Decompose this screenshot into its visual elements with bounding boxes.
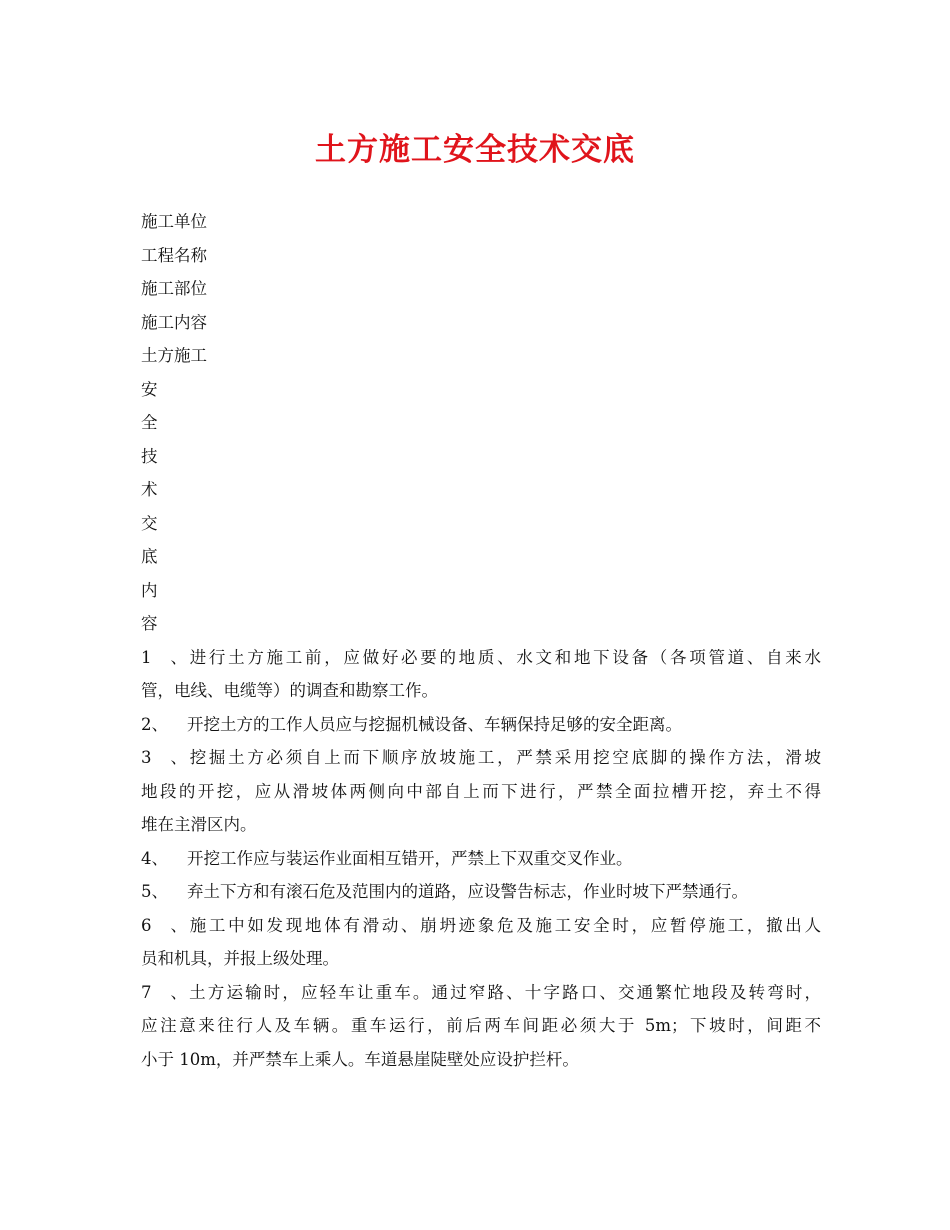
item-text: 进行土方施工前，应做好必要的地质、水文和地下设备（各项管道、自来水 [187, 647, 821, 667]
field-earthwork: 土方施工 [141, 346, 207, 365]
item-text: 施工中如发现地体有滑动、崩坍迹象危及施工安全时，应暂停施工，撤出人 [187, 915, 821, 935]
item-text: 堆在主滑区内。 [141, 815, 257, 834]
item-line [141, 842, 821, 876]
item-text: 土方运输时，应轻车让重车。通过窄路、十字路口、交通繁忙地段及转弯时， [187, 982, 821, 1002]
item-line [141, 875, 821, 909]
vertical-label-char: 技 [141, 446, 158, 466]
vertical-label-char: 交 [141, 513, 158, 533]
vertical-label-char: 内 [141, 580, 158, 600]
vertical-label-char: 安 [141, 379, 158, 399]
field-construction-part: 施工部位 [141, 279, 207, 298]
item-line [141, 741, 821, 775]
document-body [141, 205, 821, 1076]
safety-item-3 [141, 741, 821, 842]
safety-item-7 [141, 976, 821, 1077]
field-construction-content: 施工内容 [141, 312, 207, 332]
item-text: 开挖工作应与装运作业面相互错开，严禁上下双重交叉作业。 [187, 848, 633, 868]
safety-item-2 [141, 708, 821, 742]
item-number: 3、 [141, 748, 187, 767]
item-text: 开挖土方的工作人员应与挖掘机械设备、车辆保持足够的安全距离。 [187, 714, 682, 734]
safety-item-1 [141, 641, 821, 708]
safety-item-6 [141, 909, 821, 976]
vertical-label-char: 术 [141, 480, 158, 499]
vertical-label-char: 容 [141, 614, 158, 633]
item-text: 弃土下方和有滚石危及范围内的道路，应设警告标志，作业时坡下严禁通行。 [187, 882, 748, 901]
item-number: 5、 [141, 882, 168, 901]
safety-item-4 [141, 842, 821, 876]
field-construction-unit: 施工单位 [141, 212, 207, 231]
item-number: 6、 [141, 915, 187, 935]
item-number: 1、 [141, 647, 187, 667]
item-line [141, 641, 821, 675]
item-number: 2、 [141, 714, 168, 734]
item-text: 员和机具，并报上级处理。 [141, 949, 339, 968]
vertical-label-char: 全 [141, 413, 158, 432]
document-title: 土方施工安全技术交底 [315, 132, 635, 168]
item-line [141, 909, 821, 943]
item-text: 挖掘土方必须自上而下顺序放坡施工，严禁采用挖空底脚的操作方法，滑坡 [187, 748, 821, 767]
item-text: 小于 10m，并严禁车上乘人。车道悬崖陡壁处应设护拦杆。 [141, 1049, 579, 1069]
item-number: 4、 [141, 848, 168, 868]
item-line [141, 708, 821, 742]
vertical-label-char: 底 [141, 547, 158, 566]
item-number: 7、 [141, 982, 187, 1002]
item-line [141, 976, 821, 1010]
item-text: 应注意来往行人及车辆。重车运行，前后两车间距必须大于 5m；下坡时，间距不 [141, 1016, 821, 1035]
item-text: 地段的开挖，应从滑坡体两侧向中部自上而下进行，严禁全面拉槽开挖，弃土不得 [141, 781, 821, 801]
safety-item-5 [141, 875, 821, 909]
field-project-name: 工程名称 [141, 245, 207, 265]
item-text: 管，电线、电缆等）的调查和勘察工作。 [141, 681, 438, 700]
